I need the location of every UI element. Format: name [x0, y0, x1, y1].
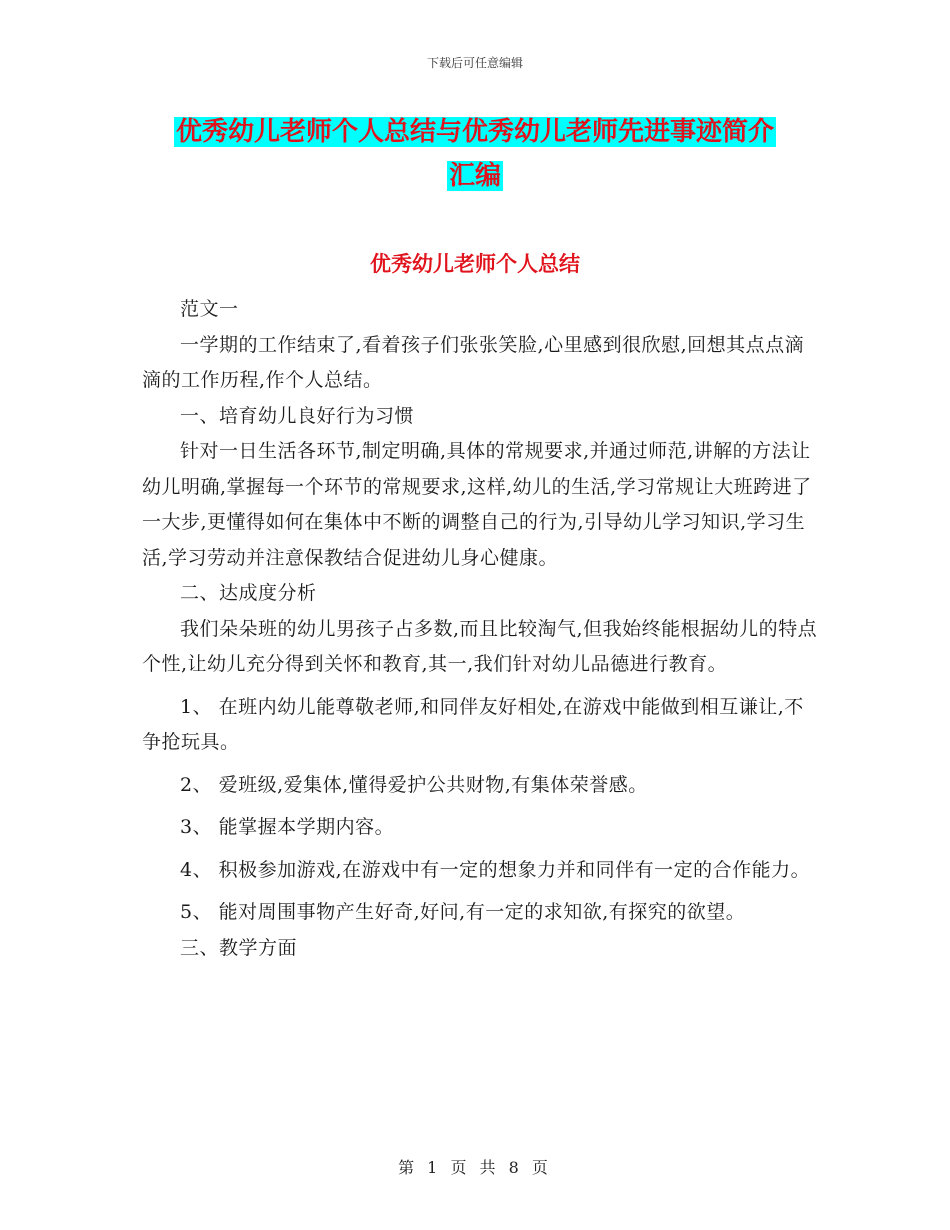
list-item: 5、 能对周围事物产生好奇,好问,有一定的求知欲,有探究的欲望。 — [180, 901, 746, 923]
page-footer: 第 1 页 共 8 页 — [398, 1158, 552, 1177]
paragraph: 一学期的工作结束了,看着孩子们张张笑脸,心里感到很欣慰,回想其点点滴滴的工作历程,作个人总结。 — [142, 333, 805, 391]
document-body — [142, 292, 822, 966]
document-title-line2: 汇编 — [448, 161, 501, 191]
list-item: 3、 能掌握本学期内容。 — [180, 816, 395, 838]
paragraph: 二、达成度分析 — [180, 582, 317, 604]
document-title — [0, 110, 950, 198]
document-title-line1: 优秀幼儿老师个人总结与优秀幼儿老师先进事迹简介 — [175, 117, 774, 147]
paragraph: 我们朵朵班的幼儿男孩子占多数,而且比较淘气,但我始终能根据幼儿的特点个性,让幼儿充分得到关怀和教育,其一,我们针对幼儿品德进行教育。 — [142, 617, 818, 675]
paragraph: 针对一日生活各环节,制定明确,具体的常规要求,并通过师范,讲解的方法让幼儿明确,掌握每一个环节的常规要求,这样,幼儿的生活,学习常规让大班跨进了一大步,更懂得如何在集体中不断的调整自己的行为,引导幼儿学习知识,学习生活,学习劳动并注意保教结合促进幼儿身心健康。 — [142, 440, 812, 569]
list-item: 4、 积极参加游戏,在游戏中有一定的想象力并和同伴有一定的合作能力。 — [180, 858, 811, 881]
header-note: 下载后可任意编辑 — [426, 56, 523, 70]
list-item: 1、 在班内幼儿能尊敬老师,和同伴友好相处,在游戏中能做到相互谦让,不争抢玩具。 — [142, 695, 804, 753]
paragraph: 三、教学方面 — [180, 936, 298, 959]
paragraph: 一、培育幼儿良好行为习惯 — [180, 404, 415, 427]
list-item: 2、 爱班级,爱集体,懂得爱护公共财物,有集体荣誉感。 — [180, 773, 648, 796]
paragraph: 范文一 — [180, 298, 239, 320]
section-title: 优秀幼儿老师个人总结 — [370, 252, 580, 276]
